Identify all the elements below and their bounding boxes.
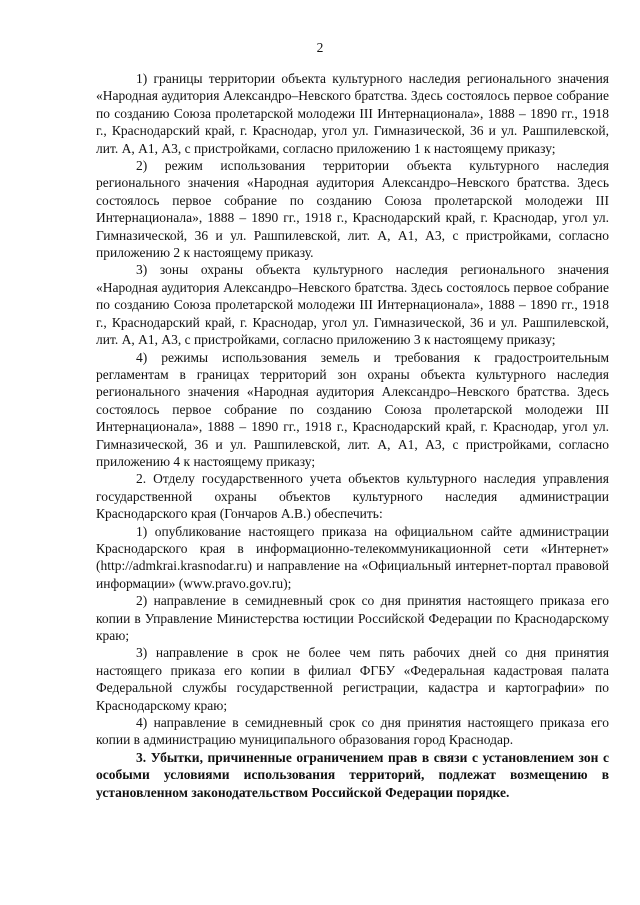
paragraph-1-boundaries: 1) границы территории объекта культурного наследия регионального значения «Народная аудитория Александро–Невского братства. Здесь состоялось первое собрание по созданию Союза пролетарской молодежи III Интернационала», 1888 – 1890 гг., 1918 г., Краснодарский край, г. Краснодар, угол ул. Гимназической, 36 и ул. Рашпилевской, лит. А, А1, А3, с пристройками, согласно приложению 1 к настоящему приказу; bbox=[96, 71, 609, 156]
page-number: 2 bbox=[316, 40, 324, 55]
paragraph-publication: 1) опубликование настоящего приказа на официальном сайте администрации Краснодарского края в информационно-телекоммуникационной сети «Интернет» (http://admkrai.krasnodar.ru) и направление на «Официальный интернет-портал правовой информации» (www.pravo.gov.ru); bbox=[96, 523, 609, 591]
paragraph-section-3-losses: 3. Убытки, причиненные ограничением прав в связи с установлением зон с особыми условиями использования территорий, подлежат возмещению в установленном законодательством Российской Федерации порядке. bbox=[96, 749, 609, 800]
paragraph-4-land-use-regimes: 4) режимы использования земель и требования к градостроительным регламентам в границах территорий зон охраны объекта культурного наследия регионального значения «Народная аудитория Александро–Невского братства. Здесь состоялось первое собрание по созданию Союза пролетарской молодежи III Интернационала», 1888 – 1890 гг., 1918 г., Краснодарский край, г. Краснодар, угол ул. Гимназической, 36 и ул. Рашпилевской, лит. А, А1, А3, с пристройками, согласно приложению 4 к настоящему приказу; bbox=[96, 349, 609, 469]
paragraph-ministry-justice: 2) направление в семидневный срок со дня принятия настоящего приказа его копии в Управление Министерства юстиции Российской Федерации по Краснодарскому краю; bbox=[96, 593, 609, 643]
paragraph-3-protection-zones: 3) зоны охраны объекта культурного наследия регионального значения «Народная аудитория Александро–Невского братства. Здесь состоялось первое собрание по созданию Союза пролетарской молодежи III Интернационала», 1888 – 1890 гг., 1918 г., Краснодарский край, г. Краснодар, угол ул. Гимназической, 36 и ул. Рашпилевской, лит. А, А1, А3, с пристройками, согласно приложению 3 к настоящему приказу; bbox=[96, 262, 609, 348]
paragraph-section-2-instruction: 2. Отделу государственного учета объектов культурного наследия управления государственной охраны объектов культурного наследия администрации Краснодарского края (Гончаров А.В.) обеспечить: bbox=[96, 471, 609, 522]
paragraph-city-administration: 4) направление в семидневный срок со дня принятия настоящего приказа его копии в администрацию муниципального образования город Краснодар. bbox=[96, 715, 609, 748]
document-body bbox=[96, 70, 609, 801]
paragraph-cadastral-chamber: 3) направление в срок не более чем пять рабочих дней со дня принятия настоящего приказа его копии в филиал ФГБУ «Федеральная кадастровая палата Федеральной службы государственной регистрации, кадастра и картографии» по Краснодарскому краю; bbox=[96, 645, 609, 713]
paragraph-2-territory-regime: 2) режим использования территории объекта культурного наследия регионального значения «Народная аудитория Александро–Невского братства. Здесь состоялось первое собрание по созданию Союза пролетарской молодежи III Интернационала», 1888 – 1890 гг., 1918 г., Краснодарский край, г. Краснодар, угол ул. Гимназической, 36 и ул. Рашпилевской, лит. А, А1, А3, с пристройками, согласно приложению 2 к настоящему приказу. bbox=[96, 158, 609, 261]
